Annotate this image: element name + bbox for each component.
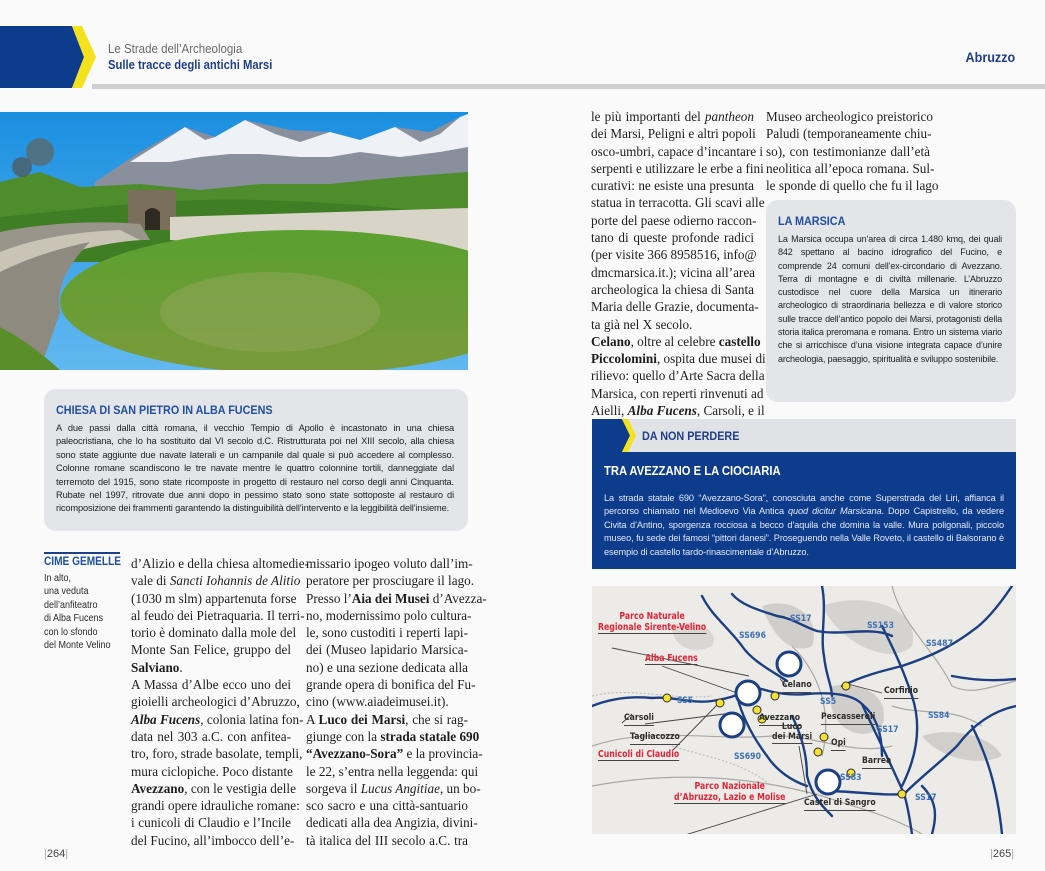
region-label: Abruzzo (965, 49, 1015, 65)
body-text-line: (per visite 366 8958516, info@ (591, 247, 757, 263)
map-town-barrea: Barrea (862, 756, 891, 769)
body-column-3 (591, 108, 766, 419)
body-text-line: tro, foro, strade basolate, templi, (131, 746, 303, 762)
body-text-line: le 22, s’entra nella leggenda: qui (306, 763, 479, 779)
body-text-line: curativi: ne esiste una presunta (591, 178, 754, 194)
amphitheatre-photo (0, 112, 468, 370)
map-label-alba-fucens: Alba Fucens (645, 653, 698, 664)
body-text-line: Salviano. (131, 659, 183, 675)
body-text-line: ta già nel X secolo. (591, 316, 693, 332)
body-text-line: le, sono custoditi i reperti lapi- (306, 625, 468, 641)
body-text-line: neolitica all’epoca romana. Sul- (766, 160, 935, 176)
da-non-perdere-label: DA NON PERDERE (642, 429, 740, 443)
body-text-line: le più importanti del pantheon (591, 109, 754, 124)
body-text-line: rilievo: quello d’Arte Sacra della (591, 368, 765, 384)
info-box-text: La Marsica occupa un’area di circa 1.480 kmq, dei quali 842 spettano al bacino idrografico del Fucino, e comprende 24 comuni dell’ex-circondario di Avezzano. Terra di montagne e di civiltà millenarie. L’Abruzzo custodisce nel cuore della Marsica un itinerario archeologico di straordinaria bellezza e di valore storico sulle tracce dell’antico popolo dei Marsi, protagonisti della storia italica preromana e romana. Entro un sistema viario che si arricchisce d’una visione integrata capace d’unire archeologia, paesaggio, spiritualità e sviluppo sostenibile. (778, 234, 1002, 364)
body-text-line: dei (Museo lapidario Marsica- (306, 642, 468, 658)
map-town-celano: Celano (782, 680, 812, 693)
body-text-line: dei Marsi, Peligni e altri popoli (591, 126, 756, 142)
body-text-line: sco sacro e una città-santuario (306, 798, 468, 814)
body-text-line: sorgeva il Lucus Angitiae, un bo- (306, 780, 481, 796)
map-town-luco-dei-marsi: Luco dei Marsi (772, 722, 813, 742)
map-town-castel-di-sangro: Castel di Sangro (804, 798, 876, 811)
chapter-tab (0, 26, 96, 88)
body-text-line: al feudo dei Pietraquaria. Il terri- (131, 607, 305, 623)
body-text-line: Museo archeologico preistorico (766, 109, 933, 124)
map-town-avezzano: Avezzano (759, 713, 800, 726)
body-text-line: dmcmarsica.it.); vicina all’area (591, 264, 756, 280)
body-text-line: Marsica, con reperti rinvenuti ad (591, 385, 764, 401)
body-text-line: Monte San Felice, gruppo del (131, 642, 291, 658)
map-road-ss153: SS153 (867, 621, 894, 631)
body-text-line: Maria delle Grazie, documenta- (591, 299, 759, 315)
info-box-text: A due passi dalla città romana, il vecchio Tempio di Apollo è incastonato in una chiesa paleocristiana, che lo ha sostituito dal VI secolo d.C. Ristrutturata poi nel XIII secolo, alla chiesa sono state aggiunte due navate laterali e un campanile dal quale si può accedere al complesso. Colonne romane scandiscono le tre navate mentre le quattro colonnine tortili, danneggiate dal terremoto del 1915, sono state ricomposte in progetto di restauro nel corso degli anni Cinquanta. Rubate nel 1997, ritrovate due anni dopo in pessimo stato sono state sottoposte al restauro di ricomposizione dei frammenti garantendo la distinguibilità dell’intervento e la leggibilità dell’insieme. (56, 423, 454, 514)
map-label-cunicoli-di-claudio: Cunicoli di Claudio (598, 749, 680, 760)
body-text-line: so), con testimonianze dall’età (766, 143, 930, 159)
body-text-line: le sponde di quello che fu il lago (766, 178, 939, 194)
body-text-line: Avezzano, con le vestigia delle (131, 780, 296, 796)
caption-line: In alto, (44, 573, 72, 584)
map-town-opi: Opi (831, 738, 846, 751)
body-text-line: data nel 303 a.C. con anfitea- (131, 728, 291, 744)
header-rule (92, 84, 1045, 89)
body-text-line: Piccolomini, ospita due musei di (591, 351, 766, 367)
body-text-line: tà italica del III secolo a.C. tra (306, 832, 468, 848)
body-text-line: i cunicoli di Claudio e l’Incile (131, 815, 291, 831)
series-title: Le Strade dell’Archeologia (108, 42, 243, 56)
info-box-san-pietro (44, 389, 468, 531)
map-road-ss487: SS487 (926, 639, 953, 649)
body-text-line: gioielli archeologici d’Abruzzo, (131, 694, 300, 710)
da-non-perdere-body (592, 452, 1016, 569)
photo-caption (44, 572, 124, 652)
chapter-title: Sulle tracce degli antichi Marsi (108, 58, 273, 72)
map-road-ss83: SS83 (840, 773, 862, 783)
body-text-line: porte del paese odierno raccon- (591, 212, 757, 228)
body-column-1 (131, 555, 309, 849)
map-road-ss17-middle: SS17 (877, 725, 899, 735)
body-text-line: Celano, oltre al celebre castello (591, 333, 761, 349)
body-text-line: cino (www.aiadeimusei.it). (306, 694, 449, 710)
body-text-line: no, modernissimo polo cultura- (306, 607, 472, 623)
body-text-line: Aielli, Alba Fucens, Carsoli, e il (591, 403, 765, 419)
da-non-perdere-text: La strada statale 690 “Avezzano-Sora”, conosciuta anche come Superstrada del Liri, affianca il percorso chiamato nel Medioevo Via Antica quod dicitur Marsicana. Dopo Capistrello, da vedere Civita d’Antino, sporgenza rocciosa a becco d’aquila che domina la valle. Mura poligonali, piccolo museo, fu sede dei famosi “pittori danesi”. Proseguendo nella Valle Roveto, il castello di Balsorano è esempio di castello tardo-rinascimentale d’Abruzzo. (604, 493, 1005, 557)
caption-title: CIME GEMELLE (44, 556, 122, 568)
map-road-ss5-east: SS5 (820, 697, 837, 707)
body-text-line: no) e una sezione dedicata alla (306, 659, 468, 675)
map-label-sirente-velino: Parco Naturale Regionale Sirente-Velino (598, 611, 707, 633)
body-text-line: missario ipogeo voluto dall’im- (306, 556, 473, 571)
body-text-line: grande opera di bonifica del Fu- (306, 677, 476, 693)
body-text-line: tano di queste profonde radici (591, 230, 754, 246)
da-non-perdere-header (592, 419, 1016, 452)
body-text-line: statua in terracotta. Gli scavi alle (591, 195, 765, 211)
body-text-line: d’Alizio e della chiesa altomedie- (131, 556, 309, 571)
body-text-line: giunge con la strada statale 690 (306, 728, 480, 744)
body-text-line: grandi opere idrauliche romane: (131, 798, 300, 814)
body-text-line: mura ciclopiche. Poco distante (131, 763, 293, 779)
body-text-line: del Fucino, all’imbocco dell’e- (131, 832, 295, 848)
body-text-line: (1030 m slm) appartenuta forse (131, 590, 297, 606)
body-column-4 (766, 108, 939, 194)
info-box-marsica (766, 200, 1016, 402)
body-text-line: Presso l’Aia dei Musei d’Avezza- (306, 590, 487, 606)
map-road-ss17-south: SS17 (915, 793, 937, 803)
map-town-tagliacozzo: Tagliacozzo (630, 732, 680, 745)
info-box-title: CHIESA DI SAN PIETRO IN ALBA FUCENS (56, 403, 273, 417)
page-number-left: |264| (44, 848, 69, 860)
map-town-pescasseroli: Pescasseroli (821, 712, 875, 725)
map-road-ss17-north: SS17 (790, 614, 812, 624)
body-text-line: torio è dominato dalla mole del (131, 625, 297, 641)
body-column-2 (306, 555, 487, 849)
map-label-parco-nazionale: Parco Nazionale d’Abruzzo, Lazio e Molise (674, 781, 786, 803)
body-text-line: serpenti e utilizzare le erbe a fini (591, 160, 764, 176)
body-text-line: Alba Fucens, colonia latina fon- (131, 711, 304, 727)
body-text-line: vale di Sancti Iohannis de Alitio (131, 573, 301, 589)
caption-line: una veduta (44, 586, 89, 598)
caption-line: di Alba Fucens (44, 613, 104, 625)
map-town-corfinio: Corfinio (884, 686, 918, 699)
caption-line: del Monte Velino (44, 640, 111, 652)
body-text-line: Paludi (temporaneamente chiu- (766, 126, 932, 142)
body-text-line: A Massa d’Albe ecco uno dei (131, 677, 291, 693)
map-road-ss5-west: SS5 (677, 696, 694, 706)
caption-line: dell’anfiteatro (44, 599, 98, 611)
body-text-line: archeologica la chiesa di Santa (591, 281, 754, 297)
map-town-carsoli: Carsoli (624, 713, 654, 726)
caption-line: con lo sfondo (44, 626, 98, 638)
body-text-line: peratore per prosciugare il lago. (306, 573, 475, 589)
page-number-right: |265| (990, 848, 1015, 860)
caption-rule (44, 552, 120, 554)
body-text-line: A Luco dei Marsi, che si rag- (306, 711, 469, 727)
map-road-ss84: SS84 (928, 711, 950, 721)
body-text-line: osco-umbri, capace d’incantare i (591, 143, 764, 159)
body-text-line: dedicati alla dea Angizia, divini- (306, 815, 478, 831)
da-non-perdere-title: TRA AVEZZANO E LA CIOCIARIA (604, 464, 781, 478)
road-map (592, 586, 1016, 834)
info-box-title: LA MARSICA (778, 214, 846, 228)
map-road-ss696: SS696 (739, 631, 766, 641)
map-road-ss690: SS690 (734, 752, 761, 762)
body-text-line: “Avezzano-Sora” e la provincia- (306, 746, 483, 762)
da-non-perdere-box (592, 419, 1016, 569)
